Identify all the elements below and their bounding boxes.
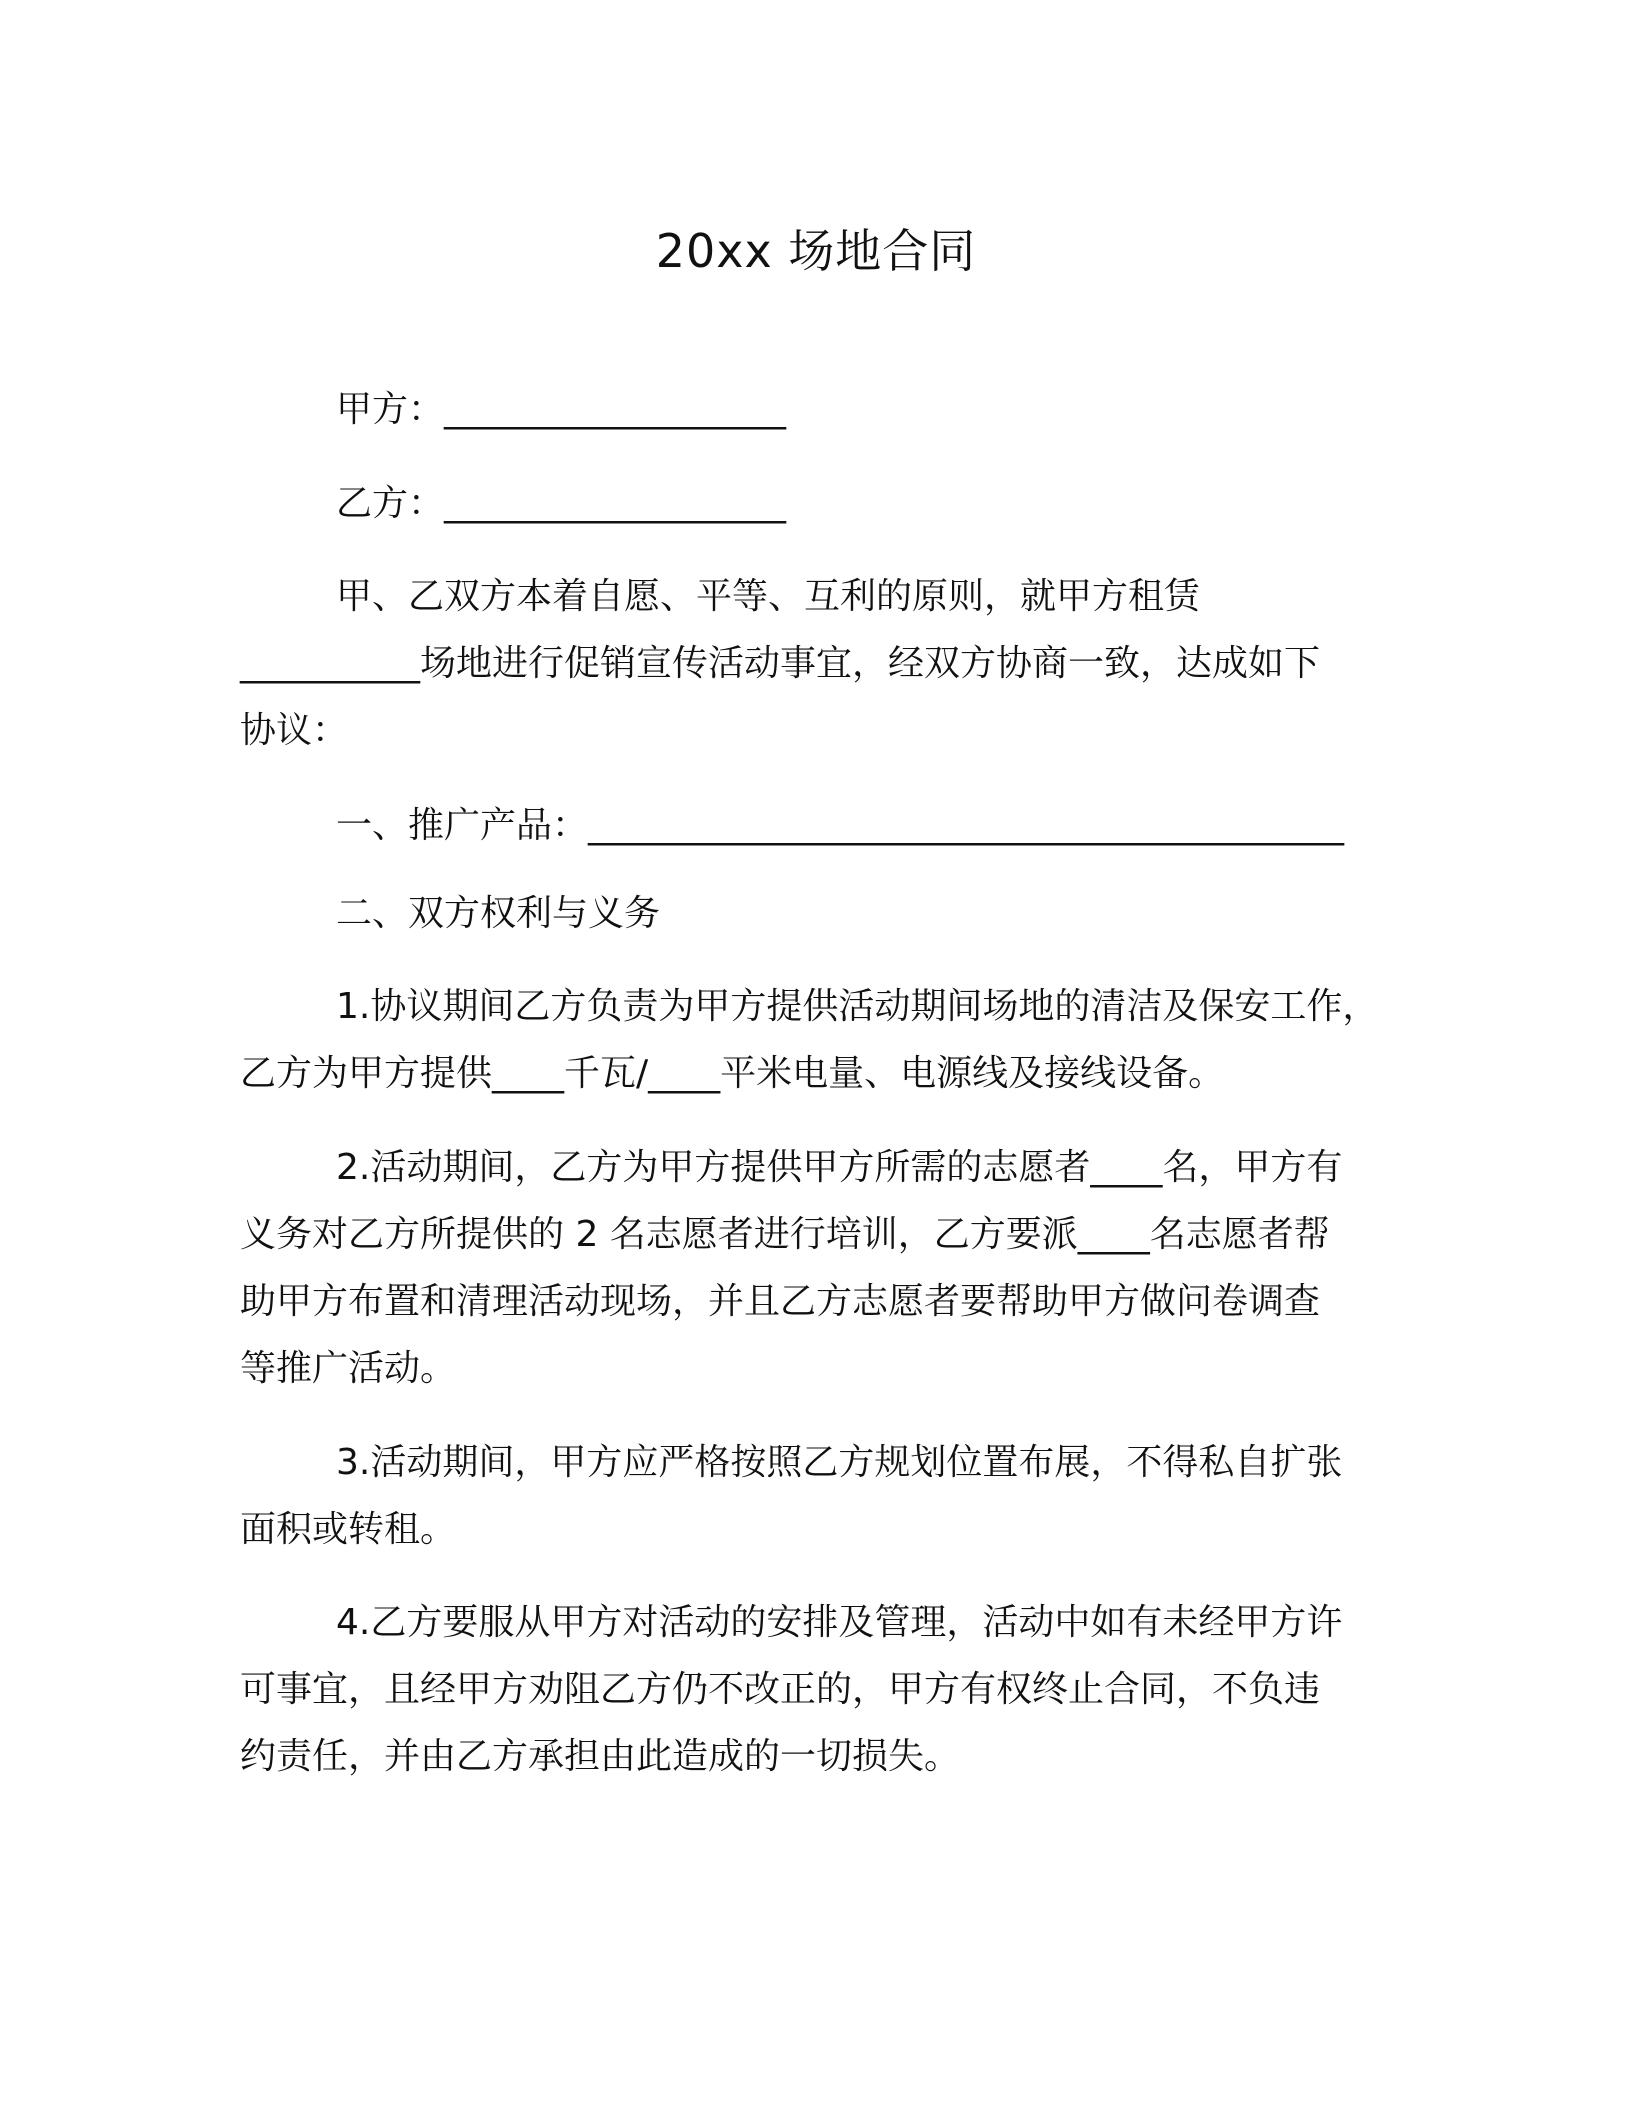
clause-1-line-1: 1.协议期间乙方负责为甲方提供活动期间场地的清洁及保安工作， [336,986,1379,1027]
intro-line-2: __________场地进行促销宣传活动事宜，经双方协商一致，达成如下 [240,643,1321,684]
section-heading-1: 一、推广产品：__________________________________________ [336,805,1345,846]
party-a-line: 甲方：___________________ [336,389,787,430]
clause-3-line-1: 3.活动期间，甲方应严格按照乙方规划位置布展，不得私自扩张 [336,1442,1343,1483]
clause-2-line-1: 2.活动期间，乙方为甲方提供甲方所需的志愿者____名，甲方有 [336,1147,1343,1188]
clause-4-line-3: 约责任，并由乙方承担由此造成的一切损失。 [240,1736,961,1777]
clause-4-line-1: 4.乙方要服从甲方对活动的安排及管理，活动中如有未经甲方许 [336,1602,1343,1643]
clause-4-line-2: 可事宜，且经甲方劝阻乙方仍不改正的，甲方有权终止合同，不负违 [240,1669,1321,1710]
clause-3-line-2: 面积或转租。 [240,1509,457,1550]
clause-2-line-2: 义务对乙方所提供的 2 名志愿者进行培训，乙方要派____名志愿者帮 [240,1214,1330,1255]
document-title: 20xx 场地合同 [655,224,977,278]
intro-line-3: 协议： [240,710,349,751]
clause-2-line-4: 等推广活动。 [240,1348,457,1389]
intro-line-1: 甲、乙双方本着自愿、平等、互利的原则，就甲方租赁 [336,576,1201,617]
party-b-line: 乙方：___________________ [336,483,787,524]
clause-2-line-3: 助甲方布置和清理活动现场，并且乙方志愿者要帮助甲方做问卷调查 [240,1281,1321,1322]
section-heading-2: 二、双方权利与义务 [336,893,661,934]
clause-1-line-2: 乙方为甲方提供____千瓦/____平米电量、电源线及接线设备。 [240,1053,1225,1094]
